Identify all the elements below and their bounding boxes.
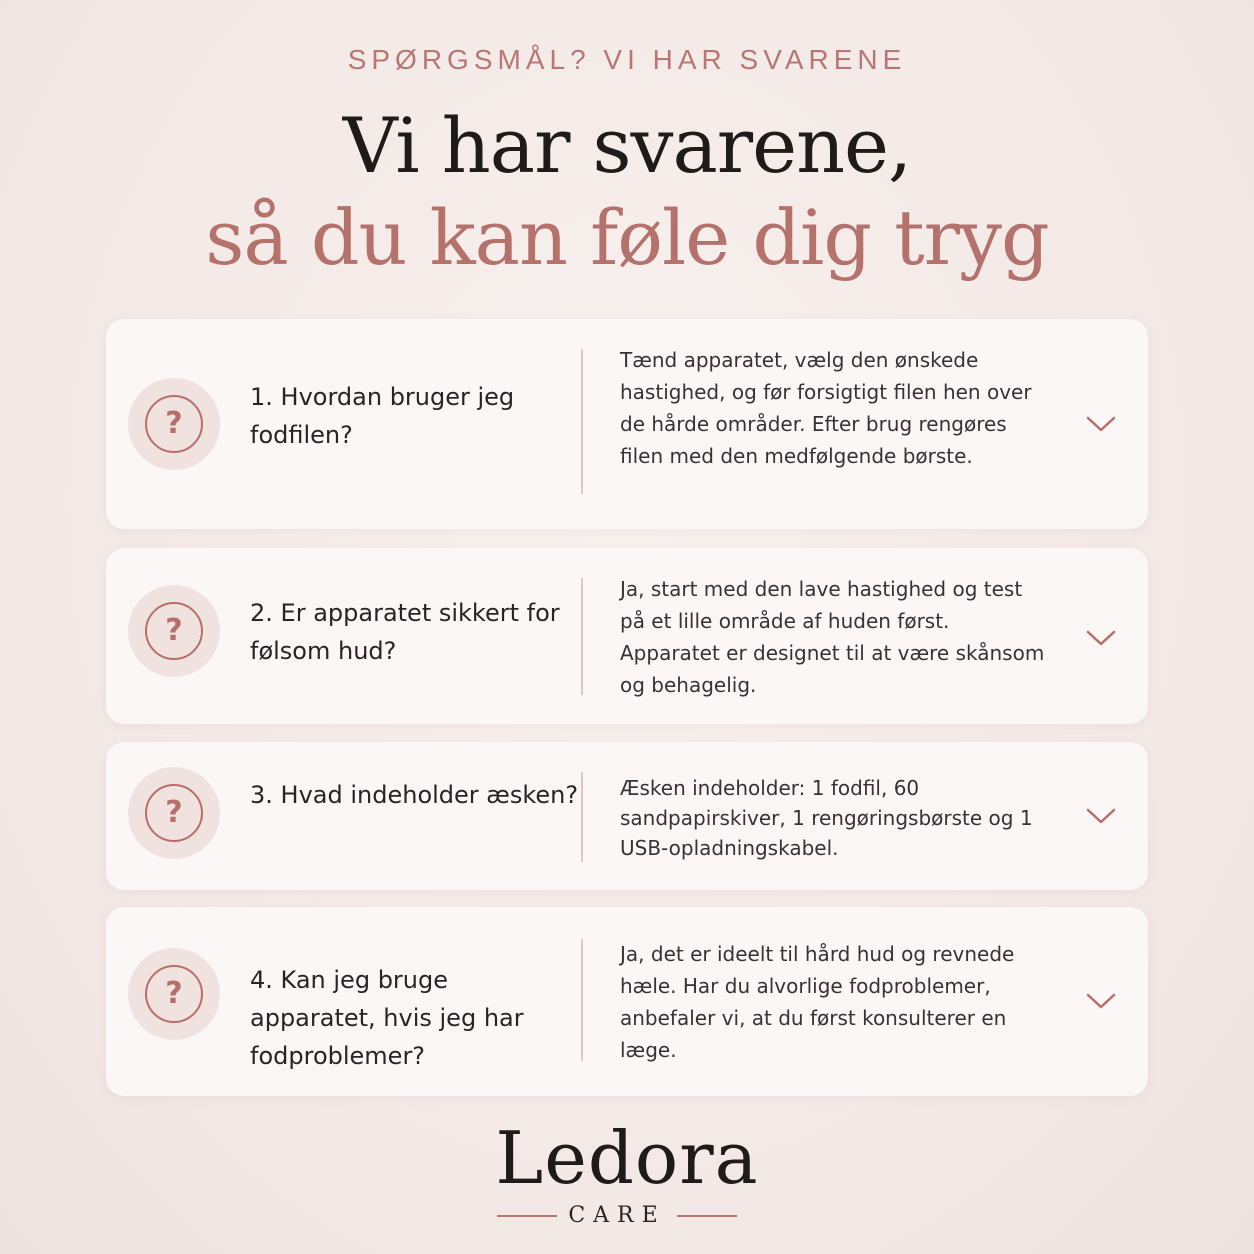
faq-question: 1. Hvordan bruger jeg fodfilen? [250, 383, 515, 449]
faq-answer: Tænd apparatet, vælg den ønskede hastighed, og før forsigtigt filen hen over de hårde områder. Efter brug rengøres filen med den medfølgende børste. [620, 348, 1032, 468]
question-mark-icon: ? [145, 395, 203, 453]
brand-logo: Ledora [495, 1116, 759, 1200]
faq-item-4[interactable] [106, 907, 1148, 1096]
question-badge [128, 767, 220, 859]
faq-item-2[interactable] [106, 548, 1148, 724]
brand-tagline [497, 1202, 737, 1230]
question-badge [128, 948, 220, 1040]
eyebrow-title: SPØRGSMÅL? VI HAR SVARENE [347, 44, 907, 75]
tagline-rule-left [497, 1215, 557, 1217]
faq-answer: Æsken indeholder: 1 fodfil, 60 sandpapirskiver, 1 rengøringsbørste og 1 USB-opladningskabel. [620, 776, 1033, 860]
faq-question: 3. Hvad indeholder æsken? [250, 781, 579, 809]
divider [581, 578, 583, 695]
faq-item-1[interactable] [106, 319, 1148, 529]
faq-question: 2. Er apparatet sikkert for følsom hud? [250, 599, 560, 665]
chevron-down-icon[interactable] [1085, 414, 1117, 434]
headline-line-2: så du kan føle dig tryg [205, 193, 1049, 282]
chevron-down-icon[interactable] [1085, 806, 1117, 826]
question-badge [128, 378, 220, 470]
question-badge [128, 585, 220, 677]
faq-answer: Ja, det er ideelt til hård hud og revnede hæle. Har du alvorlige fodproblemer, anbefaler vi, at du først konsulterer en læge. [620, 942, 1015, 1062]
chevron-down-icon[interactable] [1085, 991, 1117, 1011]
tagline-rule-right [677, 1215, 737, 1217]
divider [581, 939, 583, 1061]
question-mark-icon: ? [145, 965, 203, 1023]
faq-answer: Ja, start med den lave hastighed og test på et lille område af huden først. Apparatet er designet til at være skånsom og behagelig. [620, 577, 1045, 697]
faq-question: 4. Kan jeg bruge apparatet, hvis jeg har fodproblemer? [250, 966, 524, 1070]
faq-item-3[interactable] [106, 742, 1148, 890]
question-mark-icon: ? [145, 784, 203, 842]
chevron-down-icon[interactable] [1085, 628, 1117, 648]
divider [581, 349, 583, 494]
brand-tagline-text: CARE [568, 1203, 666, 1228]
question-mark-icon: ? [145, 602, 203, 660]
headline-line-1: Vi har svarene, [342, 101, 912, 190]
divider [581, 772, 583, 862]
